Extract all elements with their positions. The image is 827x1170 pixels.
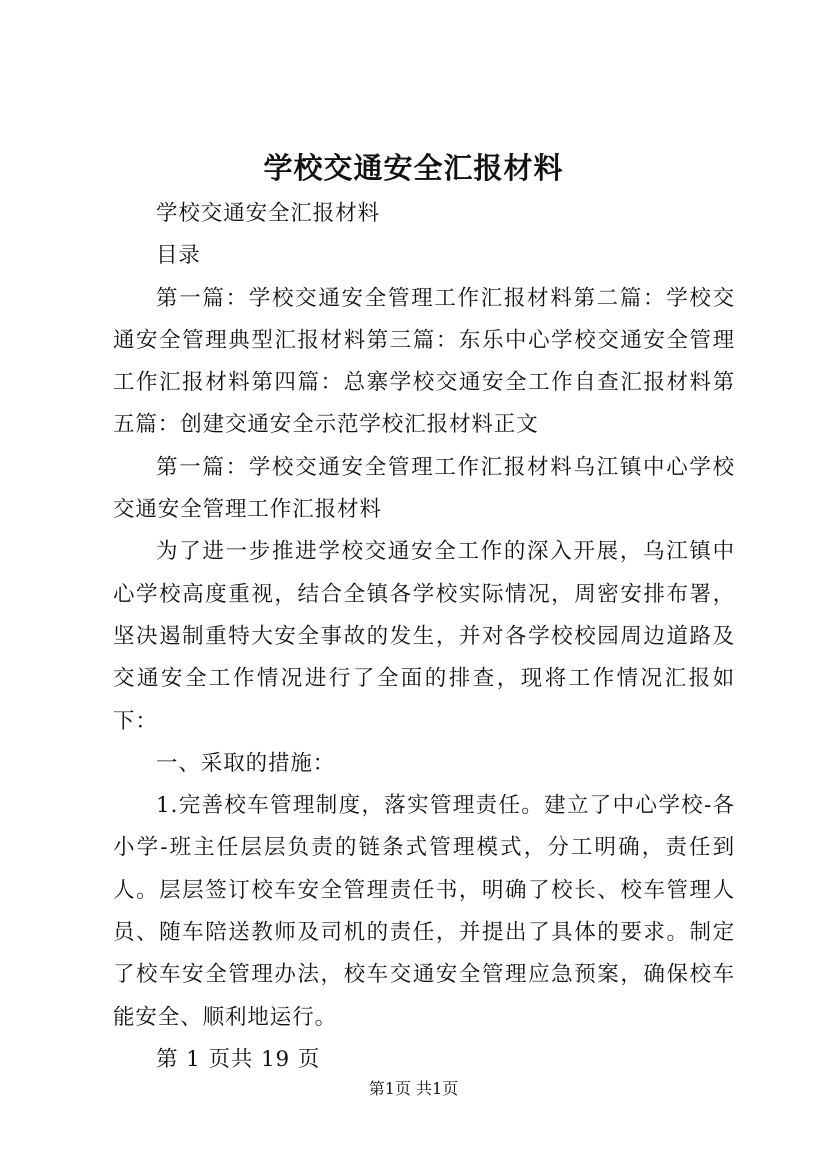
document-body — [113, 193, 735, 1081]
paragraph-measure-1: 1.完善校车管理制度，落实管理责任。建立了中心学校-各小学-班主任层层负责的链条式管理模式，分工明确，责任到人。层层签订校车安全管理责任书，明确了校长、校车管理人员、随车陪送教师及司机的责任，并提出了具体的要求。制定了校车安全管理办法，校车交通安全管理应急预案，确保校车能安全、顺利地运行。 — [113, 793, 735, 1030]
paragraph-measures-heading: 一、采取的措施： — [156, 750, 336, 776]
paragraph-intro: 为了进一步推进学校交通安全工作的深入开展，乌江镇中心学校高度重视，结合全镇各学校实际情况，周密安排布署，坚决遏制重特大安全事故的发生，并对各学校校园周边道路及交通安全工作情况进行了全面的排查，现将工作情况汇报如下： — [113, 539, 735, 734]
page-footer: 第1页 共1页 — [368, 1079, 459, 1098]
paragraph-page-marker: 第 1 页共 19 页 — [156, 1046, 321, 1072]
paragraph-toc: 第一篇：学校交通安全管理工作汇报材料第二篇：学校交通安全管理典型汇报材料第三篇：东乐中心学校交通安全管理工作汇报材料第四篇：总寨学校交通安全工作自查汇报材料第五篇：创建交通安全示范学校汇报材料正文 — [113, 285, 735, 438]
paragraph-toc-heading: 目录 — [156, 243, 201, 269]
document-title: 学校交通安全汇报材料 — [263, 151, 564, 185]
paragraph-section-heading: 第一篇：学校交通安全管理工作汇报材料乌江镇中心学校交通安全管理工作汇报材料 — [113, 454, 735, 523]
paragraph-subtitle: 学校交通安全汇报材料 — [156, 201, 381, 226]
